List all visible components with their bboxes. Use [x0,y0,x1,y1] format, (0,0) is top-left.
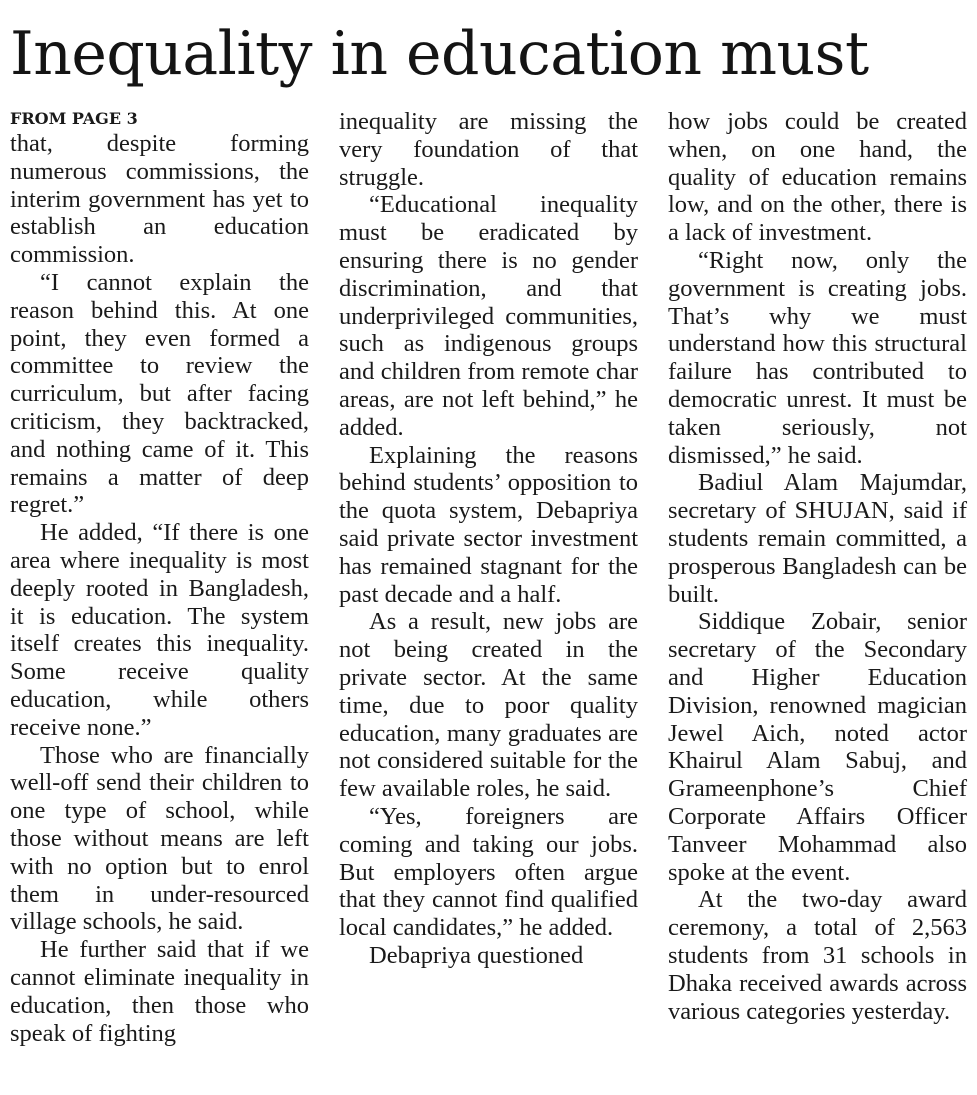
paragraph: Siddique Zobair, senior secretary of the Secondary and Higher Education Division, renowned magician Jewel Aich, noted actor Khairul Alam Sabuj, and Grameenphone’s Chief Corporate Affairs Officer Tanveer Mohammad also spoke at the event. [668,608,967,886]
paragraph: that, despite forming numerous commissions, the interim government has yet to establish an education commission. [10,130,309,269]
continuation-kicker: FROM PAGE 3 [10,109,138,128]
paragraph: Those who are financially well-off send their children to one type of school, while those without means are left with no option but to enrol them in under-resourced village schools, he said. [10,741,309,936]
article-column-2 [339,108,638,970]
paragraph: He added, “If there is one area where inequality is most deeply rooted in Bangladesh, it is education. The system itself creates this inequality. Some receive quality education, while others receive none.” [10,519,309,741]
paragraph: inequality are missing the very foundation of that struggle. [339,108,638,191]
paragraph: Explaining the reasons behind students’ opposition to the quota system, Debapriya said private sector investment has remained stagnant for the past decade and a half. [339,441,638,608]
paragraph: how jobs could be created when, on one hand, the quality of education remains low, and on the other, there is a lack of investment. [668,108,967,247]
headline: Inequality in education must [10,19,869,89]
article-column-3 [668,108,967,1025]
paragraph: “Right now, only the government is creating jobs. That’s why we must understand how this structural failure has contributed to democratic unrest. It must be taken seriously, not dismissed,” he said. [668,246,967,469]
paragraph: Debapriya questioned [369,941,584,969]
paragraph: “Yes, foreigners are coming and taking our jobs. But employers often argue that they cannot find qualified local candidates,” he added. [339,802,638,942]
paragraph: He further said that if we cannot eliminate inequality in education, then those who speak of fighting [10,936,309,1047]
paragraph: At the two-day award ceremony, a total of 2,563 students from 31 schools in Dhaka received awards across various categories yesterday. [668,886,967,1025]
paragraph: As a result, new jobs are not being created in the private sector. At the same time, due to poor quality education, many graduates are not considered suitable for the few available roles, he said. [339,608,638,803]
paragraph: “I cannot explain the reason behind this. At one point, they even formed a committee to review the curriculum, but after facing criticism, they backtracked, and nothing came of it. This remains a matter of deep regret.” [10,268,309,519]
paragraph: “Educational inequality must be eradicated by ensuring there is no gender discrimination, and that underprivileged communities, such as indigenous groups and children from remote char areas, are not left behind,” he added. [339,191,638,441]
article-column-1 [10,108,309,1047]
paragraph: Badiul Alam Majumdar, secretary of SHUJAN, said if students remain committed, a prosperous Bangladesh can be built. [668,469,967,608]
